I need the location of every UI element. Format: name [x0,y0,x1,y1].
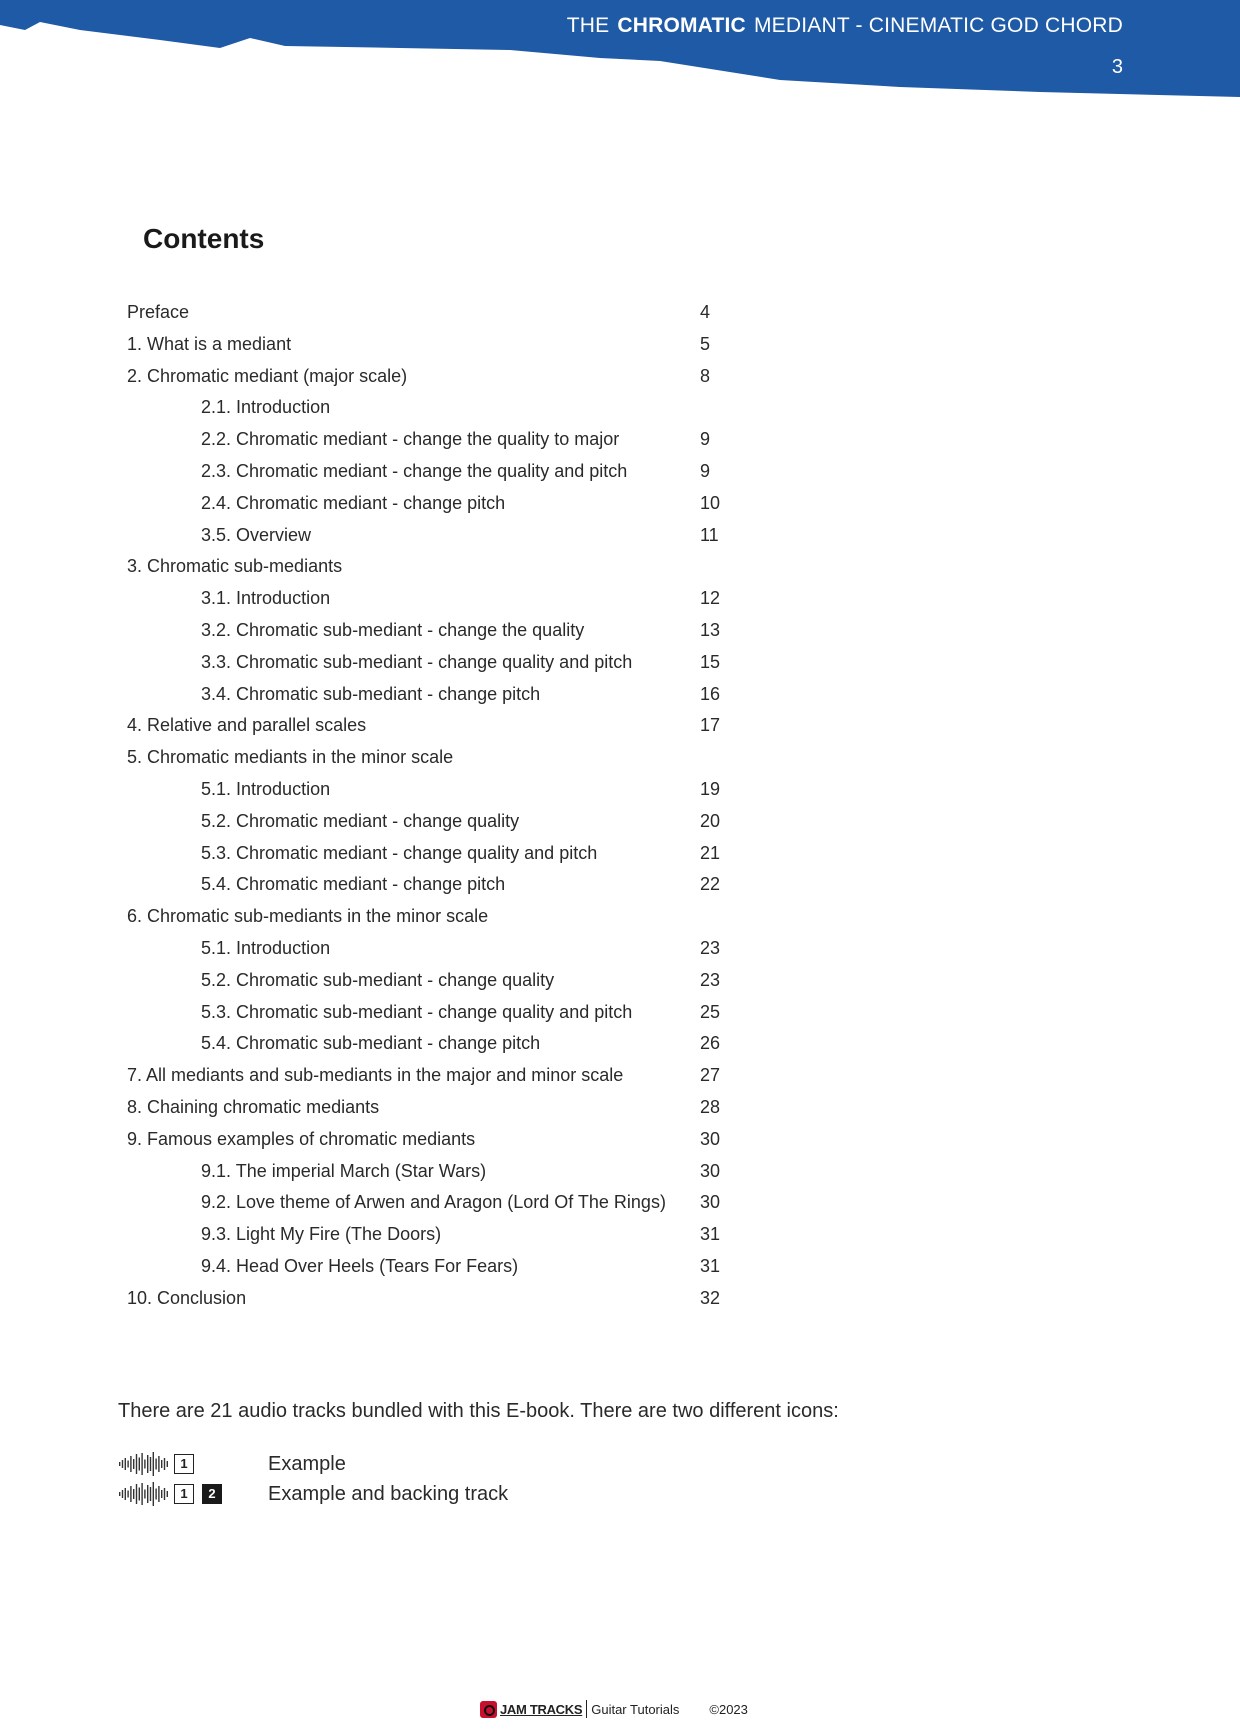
toc-entry-label: 5.2. Chromatic sub-mediant - change quality [201,969,555,990]
toc-entry-label: 4. Relative and parallel scales [127,715,367,736]
waveform-bar [164,1458,165,1470]
toc-entry-page: 31 [700,1224,721,1245]
toc-entry[interactable] [127,424,767,456]
waveform-bar [139,1458,140,1471]
waveform-bar [150,1457,151,1471]
toc-entry-page: 9 [700,429,711,450]
toc-entry-label: 3.3. Chromatic sub-mediant - change quality and pitch [201,651,633,672]
audio-tracks-note: There are 21 audio tracks bundled with this E-book. There are two different icons: [118,1400,839,1422]
toc-entry[interactable] [127,647,767,679]
toc-entry-page: 15 [700,651,721,672]
toc-entry-label: 3.2. Chromatic sub-mediant - change the quality [201,619,585,640]
toc-entry-page: 17 [700,715,721,736]
waveform-bar [127,1461,128,1468]
legend-icon-group [118,1481,268,1507]
waveform-bar [153,1452,154,1476]
toc-entry-label: 5.4. Chromatic sub-mediant - change pitch [201,1033,541,1054]
toc-entry-label: 2.1. Introduction [201,397,331,418]
footer-divider [586,1700,587,1718]
toc-entry[interactable] [127,1028,767,1060]
toc-entry[interactable] [127,297,767,329]
toc-entry-page: 5 [700,333,711,354]
toc-entry-page: 11 [700,524,719,545]
toc-entry-label: 3.5. Overview [201,524,312,545]
waveform-bar [136,1484,137,1504]
waveform-bar [139,1488,140,1501]
toc-entry[interactable] [127,933,767,965]
waveform-bar [144,1490,145,1499]
toc-entry-page: 30 [700,1128,721,1149]
track-number-badge: 1 [174,1484,194,1504]
audio-waveform-icon [118,1481,170,1507]
toc-entry[interactable] [127,1187,767,1219]
toc-entry-label: 9.3. Light My Fire (The Doors) [201,1224,442,1245]
toc-entry[interactable] [127,901,767,933]
toc-entry[interactable] [127,1251,767,1283]
toc-entry-page: 20 [700,810,721,831]
toc-entry-page: 9 [700,460,711,481]
legend-label: Example [268,1452,346,1475]
toc-entry[interactable] [127,774,767,806]
toc-entry[interactable] [127,615,767,647]
toc-entry-page: 23 [700,937,721,958]
waveform-bar [141,1483,142,1505]
toc-entry[interactable] [127,965,767,997]
toc-entry-page: 25 [700,1001,721,1022]
toc-entry-page: 21 [700,842,721,863]
toc-entry[interactable] [127,583,767,615]
toc-entry-label: 10. Conclusion [127,1287,247,1308]
waveform-bar [122,1460,123,1468]
toc-entry-page: 16 [700,683,721,704]
contents-heading: Contents [143,223,265,254]
toc-entry-page: 30 [700,1160,721,1181]
waveform-bar [125,1458,126,1470]
waveform-bar [133,1459,134,1469]
toc-entry[interactable] [127,997,767,1029]
toc-entry[interactable] [127,1156,767,1188]
page-number: 3 [1111,56,1123,78]
jam-tracks-logo-icon [480,1701,497,1718]
toc-entry[interactable] [127,1124,767,1156]
toc-entry-label: 5. Chromatic mediants in the minor scale [127,747,454,768]
toc-entry-label: 2.3. Chromatic mediant - change the quality and pitch [201,460,628,481]
header-title-suffix: MEDIANT - CINEMATIC GOD CHORD [753,14,1123,37]
waveform-bar [119,1462,120,1466]
waveform-bar [161,1460,162,1468]
waveform-bar [164,1488,165,1500]
toc-entry[interactable] [127,679,767,711]
toc-entry[interactable] [127,869,767,901]
toc-entry-page: 23 [700,969,721,990]
toc-entry-label: 9.1. The imperial March (Star Wars) [201,1160,487,1181]
toc-entry[interactable] [127,1219,767,1251]
toc-entry-page: 8 [700,365,711,386]
toc-entry-page: 13 [700,619,721,640]
toc-entry[interactable] [127,361,767,393]
waveform-bar [153,1482,154,1506]
toc-entry-page: 31 [700,1255,721,1276]
footer-brand-sub: Guitar Tutorials [591,1701,680,1717]
waveform-bar [155,1459,156,1470]
toc-entry-label: 2.2. Chromatic mediant - change the quality to major [201,429,620,450]
toc-entry[interactable] [127,838,767,870]
waveform-bar [147,1455,148,1473]
toc-entry-label: 2. Chromatic mediant (major scale) [127,365,408,386]
waveform-bar [136,1454,137,1474]
toc-entry[interactable] [127,742,767,774]
waveform-bar [158,1456,159,1472]
waveform-bar [127,1491,128,1498]
toc-entry-label: 5.1. Introduction [201,937,331,958]
toc-entry-page: 27 [700,1065,721,1086]
toc-entry[interactable] [127,488,767,520]
toc-entry[interactable] [127,456,767,488]
toc-entry-label: 5.3. Chromatic sub-mediant - change quality and pitch [201,1001,633,1022]
toc-entry-label: Preface [127,302,190,322]
header-title-strong: CHROMATIC [617,14,746,37]
toc-entry[interactable] [127,329,767,361]
waveform-bar [133,1489,134,1499]
waveform-bar [155,1489,156,1500]
header-title-prefix: THE [566,14,610,37]
waveform-bar [150,1487,151,1501]
audio-waveform-icon [118,1451,170,1477]
toc-entry-label: 2.4. Chromatic mediant - change pitch [201,492,506,513]
waveform-bar [147,1485,148,1503]
toc-entry-label: 9. Famous examples of chromatic mediants [127,1128,476,1149]
waveform-bar [158,1486,159,1502]
toc-entry-page: 22 [700,874,721,895]
toc-entry[interactable] [127,1060,767,1092]
waveform-bar [144,1460,145,1469]
waveform-bar [119,1492,120,1496]
table-of-contents [127,297,767,1315]
toc-entry-label: 9.4. Head Over Heels (Tears For Fears) [201,1255,519,1276]
waveform-bar [122,1490,123,1498]
toc-entry-page: 19 [700,778,721,799]
backing-track-badge: 2 [202,1484,222,1504]
footer-brand: JAM TRACKS [500,1701,583,1717]
toc-entry[interactable] [127,551,767,583]
footer-copyright: ©2023 [709,1701,748,1717]
waveform-bar [167,1461,168,1467]
toc-entry[interactable] [127,1092,767,1124]
toc-entry[interactable] [127,520,767,552]
toc-entry[interactable] [127,806,767,838]
toc-entry-label: 5.2. Chromatic mediant - change quality [201,810,520,831]
legend-label: Example and backing track [268,1482,509,1505]
toc-entry-page: 30 [700,1192,721,1213]
toc-entry-label: 7. All mediants and sub-mediants in the major and minor scale [127,1065,624,1086]
waveform-bar [161,1490,162,1498]
toc-entry-label: 8. Chaining chromatic mediants [127,1096,380,1117]
toc-entry[interactable] [127,392,767,424]
toc-entry-label: 5.3. Chromatic mediant - change quality and pitch [201,842,598,863]
toc-entry-label: 5.4. Chromatic mediant - change pitch [201,874,506,895]
toc-entry-page: 4 [700,302,711,322]
waveform-bar [125,1488,126,1500]
toc-entry-label: 1. What is a mediant [127,333,292,354]
toc-entry-label: 6. Chromatic sub-mediants in the minor scale [127,906,489,927]
waveform-bar [141,1453,142,1475]
legend-row-example-backing [118,1480,508,1508]
toc-entry[interactable] [127,1283,767,1315]
legend-row-example [118,1450,346,1478]
toc-entry-label: 3.1. Introduction [201,588,331,609]
waveform-bar [130,1456,131,1472]
header-title [567,14,1123,38]
toc-entry-page: 28 [700,1096,721,1117]
waveform-bar [130,1486,131,1502]
toc-entry-label: 5.1. Introduction [201,778,331,799]
toc-entry-label: 9.2. Love theme of Arwen and Aragon (Lord Of The Rings) [201,1192,666,1213]
toc-entry-page: 26 [700,1033,721,1054]
toc-entry-page: 12 [700,588,721,609]
toc-entry-label: 3.4. Chromatic sub-mediant - change pitch [201,683,541,704]
footer [480,1700,748,1718]
toc-entry-page: 32 [700,1287,721,1308]
legend-icon-group [118,1451,268,1477]
toc-entry-label: 3. Chromatic sub-mediants [127,556,343,577]
toc-entry-page: 10 [700,492,721,513]
waveform-bar [167,1491,168,1497]
toc-entry[interactable] [127,710,767,742]
track-number-badge: 1 [174,1454,194,1474]
